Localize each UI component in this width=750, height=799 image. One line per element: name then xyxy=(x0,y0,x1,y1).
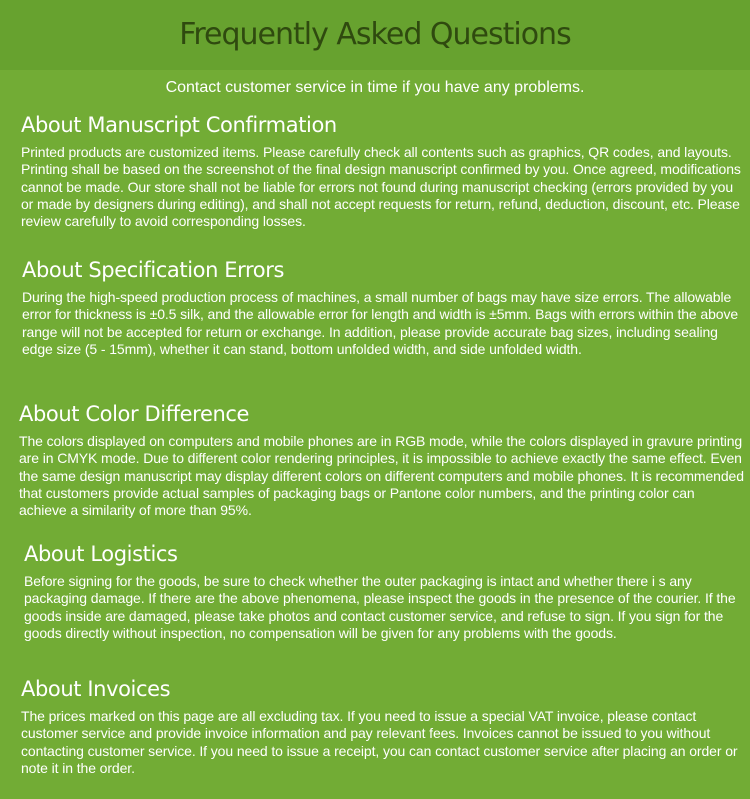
section-body: Printed products are customized items. Please carefully check all contents such as graphics, QR codes, and layouts. Printing shall be based on the screenshot of the final design manuscript confirmed by you. Once agreed, modifications cannot be made. Our store shall not be liable for errors not found during manuscript checking (errors provided by you or made by designers during editing), and shall not accept requests for return, refund, deduction, discount, etc. Please review carefully to avoid corresponding losses. xyxy=(21,144,741,229)
section-heading: About Manuscript Confirmation xyxy=(21,113,337,137)
section-invoices xyxy=(21,677,744,777)
title-banner xyxy=(0,0,750,70)
section-heading: About Invoices xyxy=(21,677,171,701)
section-body: The prices marked on this page are all excluding tax. If you need to issue a special VAT invoice, please contact customer service and provide invoice information and pay relevant fees. Invoices cannot be issued to you without contacting customer service. If you need to issue a receipt, you can contact customer service after placing an order or note it in the order. xyxy=(21,708,738,776)
page-title: Frequently Asked Questions xyxy=(179,17,571,52)
section-color-difference xyxy=(19,402,744,519)
page-subtitle: Contact customer service in time if you have any problems. xyxy=(165,79,585,96)
section-heading: About Color Difference xyxy=(19,402,250,426)
section-logistics xyxy=(24,542,744,642)
section-specification-errors xyxy=(22,258,744,358)
section-heading: About Logistics xyxy=(24,542,178,566)
section-body: Before signing for the goods, be sure to check whether the outer packaging is intact and whether there i s any packaging damage. If there are the above phenomena, please inspect the goods in the presence of the courier. If the goods inside are damaged, please take photos and contact customer service, and refuse to sign. If you sign for the goods directly without inspection, no compensation will be given for any problems with the goods. xyxy=(24,573,736,641)
section-body: During the high-speed production process of machines, a small number of bags may have size errors. The allowable error for thickness is ±0.5 silk, and the allowable error for length and width is ±5mm. Bags with errors within the above range will not be accepted for return or exchange. In addition, please provide accurate bag sizes, including sealing edge size (5 - 15mm), whether it can stand, bottom unfolded width, and side unfolded width. xyxy=(22,289,739,357)
section-heading: About Specification Errors xyxy=(22,258,284,282)
section-manuscript-confirmation xyxy=(21,113,744,230)
section-body: The colors displayed on computers and mobile phones are in RGB mode, while the colors displayed in gravure printing are in CMYK mode. Due to different color rendering principles, it is impossible to achieve exactly the same effect. Even the same design manuscript may display different colors on different computers and mobile phones. It is recommended that customers provide actual samples of packaging bags or Pantone color numbers, and the printing color can achieve a similarity of more than 95%. xyxy=(19,433,744,518)
